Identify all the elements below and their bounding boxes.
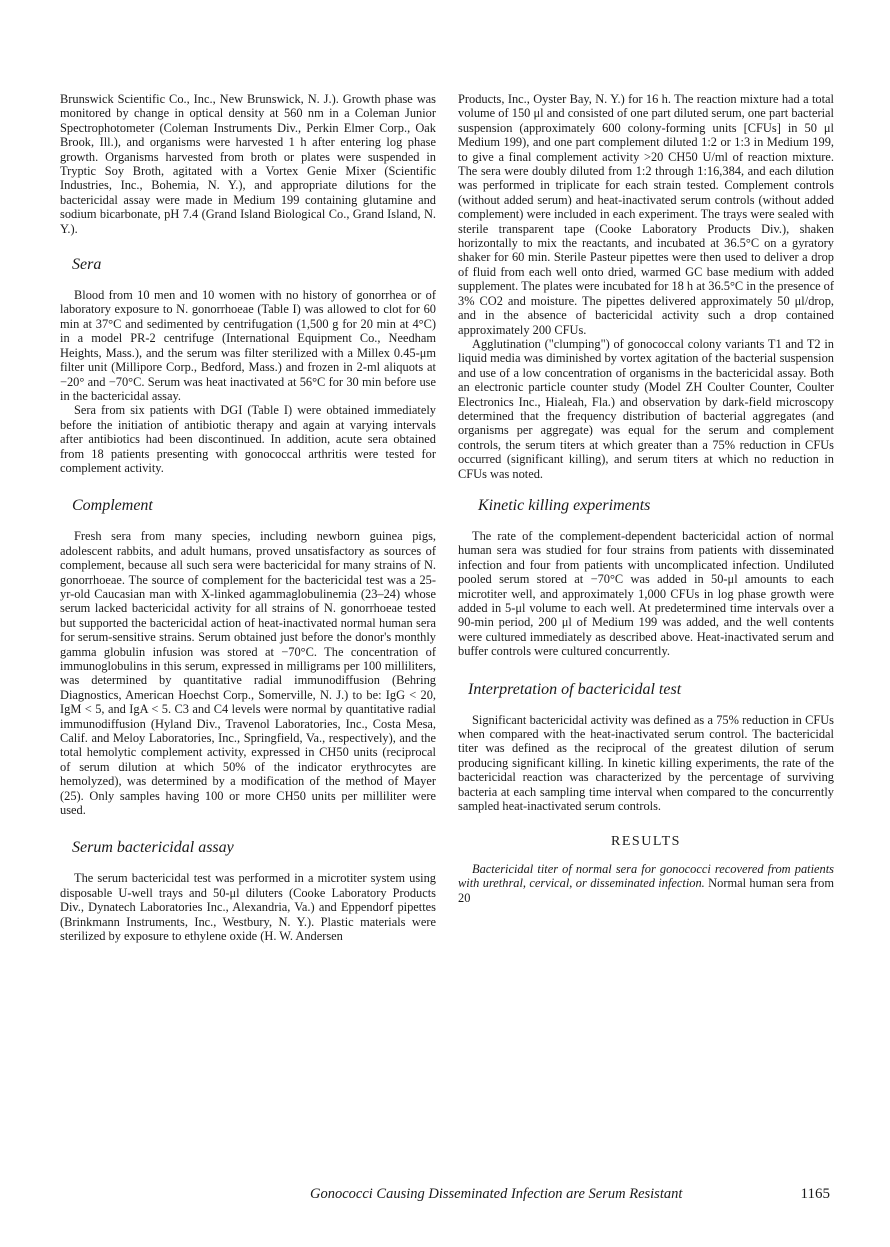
sera-paragraph-1: Blood from 10 men and 10 women with no history of gonorrhea or of laboratory exposure to N. gonorrhoeae (Table I) was allowed to clot for 60 min at 37°C and sedimented by centrifugation (1,500 g for 20 min at 4°C) in a model PR-2 centrifuge (International Equipment Co., Needham Heights, Mass.), and the serum was filter sterilized with a Millex 0.45-μm filter unit (Millipore Corp., Bedford, Mass.) and frozen in 2-ml aliquots at −20° and −70°C. Serum was heat inactivated at 56°C for 30 min before use in the bactericidal assay. <box>60 288 436 403</box>
continued-paragraph-1: Products, Inc., Oyster Bay, N. Y.) for 16 h. The reaction mixture had a total volume of 150 μl and consisted of one part diluted serum, one part bacterial suspension (approximately 600 colony-forming units [CFUs] in 50 μl Medium 199), and one part complement diluted 1:2 or 1:3 in Medium 199, to give a final complement activity >20 CH50 U/ml of reaction mixture. The sera were doubly diluted from 1:2 through 1:16,384, and each dilution was performed in triplicate for each strain tested. Complement controls (without added serum) and heat-inactivated serum controls (without added complement) were included in each experiment. The trays were sealed with sterile transparent tape (Cooke Laboratory Products Div.), shaken horizontally to mix the reactants, and incubated at 36.5°C on a gyratory shaker for 60 min. Sterile Pasteur pipettes were then used to deliver a drop of fluid from each well onto dried, warmed GC base medium with added supplement. The plates were incubated for 18 h at 36.5°C in the presence of 3% CO2 and moisture. The pipettes delivered approximately 50 μl/drop, and in the absence of bactericidal activity such a drop contained approximately 200 CFUs. <box>458 92 834 337</box>
kinetic-heading: Kinetic killing experiments <box>478 496 651 514</box>
page-footer <box>310 1186 830 1203</box>
complement-paragraph: Fresh sera from many species, including newborn guinea pigs, adolescent rabbits, and adult humans, proved unsatisfactory as sources of complement, because all such sera were bactericidal for many strains of N. gonorrhoeae. The source of complement for the bactericidal test was a 25-yr-old Caucasian man with X-linked agammaglobulinemia (23–24) whose serum lacked bactericidal activity for all strains of N. gonorrhoeae tested but supported the bactericidal action of heat-inactivated normal human sera for serum-sensitive strains. Serum obtained just before the donor's monthly gamma globulin infusion was stored at −70°C. The concentration of immunoglobulins in this serum, expressed in milligrams per 100 milliliters, was determined by quantitative radial immunodiffusion (Behring Diagnostics, American Hoechst Corp., Somerville, N. J.) to be: IgG < 20, IgM < 5, and IgA < 5. C3 and C4 levels were normal by quantitative radial immunodiffusion (Hyland Div., Travenol Laboratories, Inc., Costa Mesa, Calif. and Meloy Laboratories, Inc., Springfield, Va., respectively), and the total hemolytic complement activity, expressed in CH50 units (reciprocal of serum dilution at which 50% of the indicator erythrocytes are hemolyzed), was determined by a modification of the method of Mayer (25). Only samples having 100 or more CH50 units per milliliter were used. <box>60 529 436 818</box>
results-heading: RESULTS <box>611 834 681 850</box>
page-number: 1165 <box>800 1186 830 1202</box>
sera-paragraph-2: Sera from six patients with DGI (Table I) were obtained immediately before the initiation of antibiotic therapy and again at varying intervals after antibiotics had been discontinued. In addition, acute sera obtained from 18 patients presenting with gonococcal arthritis were tested for complement activity. <box>60 403 436 475</box>
intro-paragraph: Brunswick Scientific Co., Inc., New Brunswick, N. J.). Growth phase was monitored by change in optical density at 560 nm in a Coleman Junior Spectrophotometer (Coleman Instruments Div., Perkin Elmer Corp., Oak Brook, Ill.), and organisms were harvested 1 h after entering log phase growth. Organisms harvested from broth or plates were suspended in Tryptic Soy Broth, agitated with a Vortex Genie Mixer (Scientific Industries, Inc., Bohemia, N. Y.), and appropriate dilutions for the bactericidal assay were made in Medium 199 containing glutamine and sodium bicarbonate, pH 7.4 (Grand Island Biological Co., Grand Island, N. Y.). <box>60 92 436 236</box>
results-subheading: Bactericidal titer of normal sera for gonococci recovered from patients with urethral, cervical, or disseminated infection. <box>458 861 834 891</box>
interpretation-heading: Interpretation of bactericidal test <box>468 680 682 698</box>
assay-heading: Serum bactericidal assay <box>72 839 234 857</box>
left-column <box>60 92 436 944</box>
running-title: Gonococci Causing Disseminated Infection are Serum Resistant <box>310 1186 683 1202</box>
results-paragraph <box>458 862 834 905</box>
right-column <box>458 92 834 905</box>
assay-paragraph: The serum bactericidal test was performed in a microtiter system using disposable U-well trays and 50-μl diluters (Cooke Laboratory Products Div., Dynatech Laboratories Inc., Alexandria, Va.) and Eppendorf pipettes (Brinkmann Instruments, Inc., Westbury, N. Y.). Plastic materials were sterilized by exposure to ethylene oxide (H. W. Andersen <box>60 871 436 944</box>
complement-heading: Complement <box>72 497 153 515</box>
kinetic-paragraph: The rate of the complement-dependent bactericidal action of normal human sera was studied for four strains from patients with disseminated infection and four from patients with uncomplicated infection. Undiluted pooled serum stored at −70°C was added in 50-μl amounts to each microtiter well, and approximately 1,000 CFUs in log phase growth were added in 5-μl volume to each well. At predetermined time intervals over a 90-min period, 200 μl of Medium 199 was added, and the well contents were cultured immediately as described above. Heat-inactivated serum and buffer controls were cultured concurrently. <box>458 528 834 659</box>
interpretation-paragraph: Significant bactericidal activity was defined as a 75% reduction in CFUs when compared with the heat-inactivated serum control. The bactericidal titer was defined as the reciprocal of the greatest dilution of serum producing significant killing. In kinetic killing experiments, the rate of the bactericidal reaction was characterized by the percentage of surviving bacteria at each sampling time interval when compared to the concurrently sampled heat-inactivated serum controls. <box>458 712 834 814</box>
sera-heading: Sera <box>72 256 102 274</box>
results-text: Normal human sera from 20 <box>458 876 834 905</box>
continued-paragraph-2: Agglutination ("clumping") of gonococcal colony variants T1 and T2 in liquid media was diminished by vortex agitation of the bacterial suspension and use of a low concentration of organisms in the bactericidal assay. Both an electronic particle counter study (Model ZH Coulter Counter, Coulter Electronics Inc., Hialeah, Fla.) and observation by dark-field microscopy determined that the frequency distribution of bacterial aggregates (and organisms per aggregate) was equal for the serum and complement controls, the serum titers at which greater than a 75% reduction in CFUs occurred (significant killing), and serum titers at which no reduction in CFUs was noted. <box>458 336 834 481</box>
